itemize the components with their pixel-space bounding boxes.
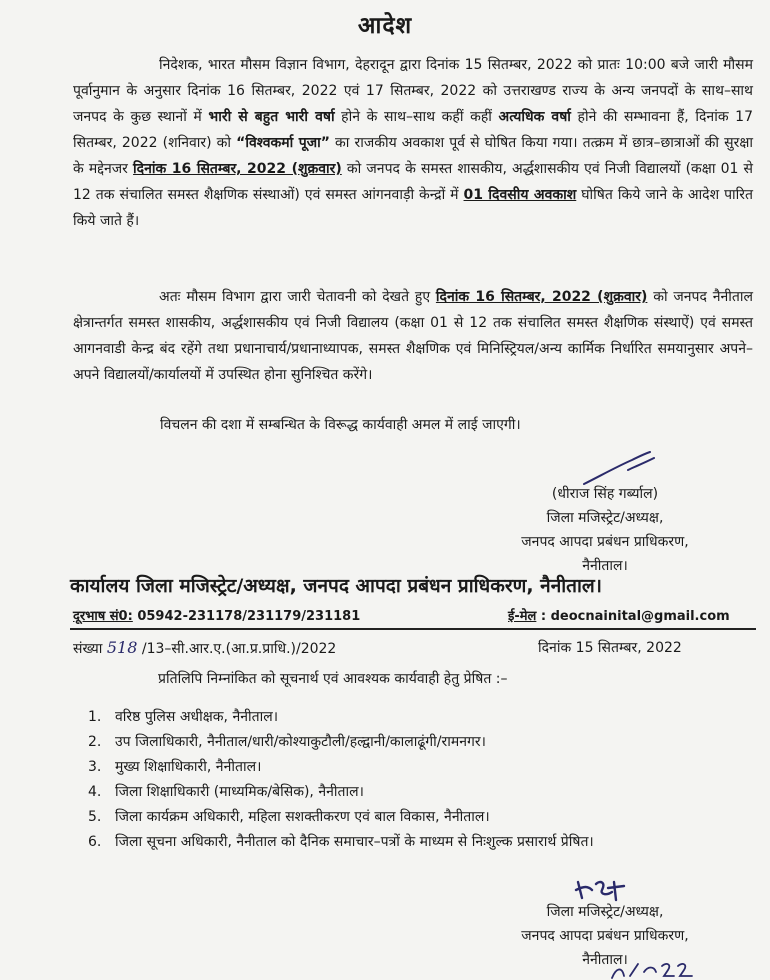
bold-heavy-rain: भारी से बहुत भारी वर्षा [208, 109, 335, 125]
signature-block-1 [480, 482, 730, 578]
office-phone [73, 606, 360, 624]
text-span: को जनपद नैनीताल क्षेत्रान्तर्गत समस्त शासकीय, अर्द्धशासकीय एवं निजी विद्यालय (कक्षा 01 से 12 तक संचालित समस्त शैक्षणिक संस्थाऐं) एवं समस्त आगनवाडी केन्द्र बंद रहेंगे तथा प्रधानाचार्य/प्रधानाध्यापक, समस्त शैक्षणिक एवं मिनिस्ट्रियल/अन्य कार्मिक निर्धारित समयानुसार अपने–अपने विद्यालयों/कार्यालयों में उपस्थित होना सुनिश्चित करेंगे। [73, 289, 753, 383]
recipient-list [88, 705, 748, 855]
recipient-item [88, 805, 748, 830]
handwritten-date-mark [608, 958, 698, 980]
signatory-place-2: नैनीताल। [582, 952, 628, 968]
ref-prefix: संख्या [73, 641, 107, 657]
recipient-item [88, 730, 748, 755]
bold-one-day-leave: 01 दिवसीय अवकाश [463, 187, 577, 203]
text-span: का राजकीय अवकाश पूर्व से घोषित किया गया। तत्क्रम में छात्र–छात्राओं की सुरक्षा के मद्देनजर [73, 135, 753, 177]
copy-intro: प्रतिलिपि निम्नांकित को सूचनार्थ एवं आवश्यक कार्यवाही हेतु प्रेषित :– [158, 671, 508, 687]
ref-handwritten-number: 518 [106, 638, 138, 657]
recipient-text: मुख्य शिक्षाधिकारी, नैनीताल। [115, 759, 262, 775]
reference-number [73, 638, 336, 658]
recipient-text: उप जिलाधिकारी, नैनीताल/धारी/कोश्याकुटौली/हल्द्वानी/कालाढूंगी/रामनगर। [115, 734, 486, 750]
email-label: ई-मेल [508, 609, 537, 624]
paragraph-order-directive [73, 284, 753, 388]
recipient-text: जिला सूचना अधिकारी, नैनीताल को दैनिक समाचार–पत्रों के माध्यम से निःशुल्क प्रसारार्थ प्रेषित। [115, 834, 594, 850]
email-value: : deocnainital@gmail.com [536, 609, 730, 624]
bold-closure-date: दिनांक 16 सितम्बर, 2022 (शुक्रवार) [435, 289, 648, 305]
recipient-number: 1. [88, 709, 102, 725]
recipient-item [88, 780, 748, 805]
signatory-place: नैनीताल। [582, 558, 628, 574]
phone-value: 05942-231178/231179/231181 [132, 609, 361, 624]
recipient-text: जिला कार्यक्रम अधिकारी, महिला सशक्तीकरण एवं बाल विकास, नैनीताल। [115, 809, 490, 825]
paragraph-order-background [73, 52, 753, 234]
office-heading: कार्यालय जिला मजिस्ट्रेट/अध्यक्ष, जनपद आपदा प्रबंधन प्राधिकरण, नैनीताल। [70, 575, 603, 597]
bold-extreme-rain: अत्यधिक वर्षा [498, 109, 571, 125]
phone-label: दूरभाष सं0: [73, 609, 133, 624]
signatory-designation-2: जिला मजिस्ट्रेट/अध्यक्ष, [546, 904, 664, 920]
bold-holiday-name: “विश्वकर्मा पूजा” [236, 135, 330, 151]
bold-holiday-date: दिनांक 16 सितम्बर, 2022 (शुक्रवार) [133, 161, 342, 177]
recipient-number: 6. [88, 834, 102, 850]
text-span: होने के साथ–साथ कहीं कहीं [334, 109, 499, 125]
recipient-number: 3. [88, 759, 102, 775]
text-span: को जनपद के समस्त शासकीय, अर्द्धशासकीय एवं निजी विद्यालयों (कक्षा 01 से 12 तक संचालित समस्त शैक्षणिक संस्थाओं) एवं समस्त आंगनवाड़ी केन्द्रों में [73, 161, 753, 203]
recipient-number: 4. [88, 784, 102, 800]
text-span: होने की सम्भावना हैं, दिनांक 17 सितम्बर, 2022 (शनिवार) को [73, 109, 753, 151]
text-span: घोषित किये जाने के आदेश पारित किये जाते हैं। [73, 187, 753, 229]
recipient-text: वरिष्ठ पुलिस अधीक्षक, नैनीताल। [115, 709, 279, 725]
signatory-authority: जनपद आपदा प्रबंधन प्राधिकरण, [521, 534, 689, 550]
document-title: आदेश [357, 13, 413, 39]
ref-suffix: /13–सी.आर.ए.(आ.प्र.प्राधि.)/2022 [137, 641, 337, 657]
recipient-item [88, 755, 748, 780]
recipient-item [88, 830, 748, 855]
paragraph-deviation-warning: विचलन की दशा में सम्बन्धित के विरूद्ध कार्यवाही अमल में लाई जाएगी। [160, 417, 521, 433]
text-span: निदेशक, भारत मौसम विज्ञान विभाग, देहरादून द्वारा दिनांक 15 सितम्बर, 2022 को प्रातः 10:00 बजे जारी मौसम पूर्वानुमान के अनुसार दिनांक 16 सितम्बर, 2022 एवं 17 सितम्बर, 2022 को उत्तराखण्ड राज्य के अन्य जनपदों के साथ–साथ जनपद के कुछ स्थानों में [73, 57, 753, 125]
recipient-item [88, 705, 748, 730]
text-span: अतः मौसम विभाग द्वारा जारी चेतावनी को देखते हुए [159, 289, 436, 305]
recipient-number: 5. [88, 809, 102, 825]
signatory-name: (धीराज सिंह गर्ब्याल) [551, 486, 659, 502]
signatory-designation: जिला मजिस्ट्रेट/अध्यक्ष, [546, 510, 664, 526]
recipient-number: 2. [88, 734, 102, 750]
header-divider [70, 628, 756, 630]
recipient-text: जिला शिक्षाधिकारी (माध्यमिक/बेसिक), नैनीताल। [115, 784, 364, 800]
signatory-authority-2: जनपद आपदा प्रबंधन प्राधिकरण, [521, 928, 689, 944]
office-email [508, 606, 730, 624]
reference-date: दिनांक 15 सितम्बर, 2022 [538, 640, 682, 656]
